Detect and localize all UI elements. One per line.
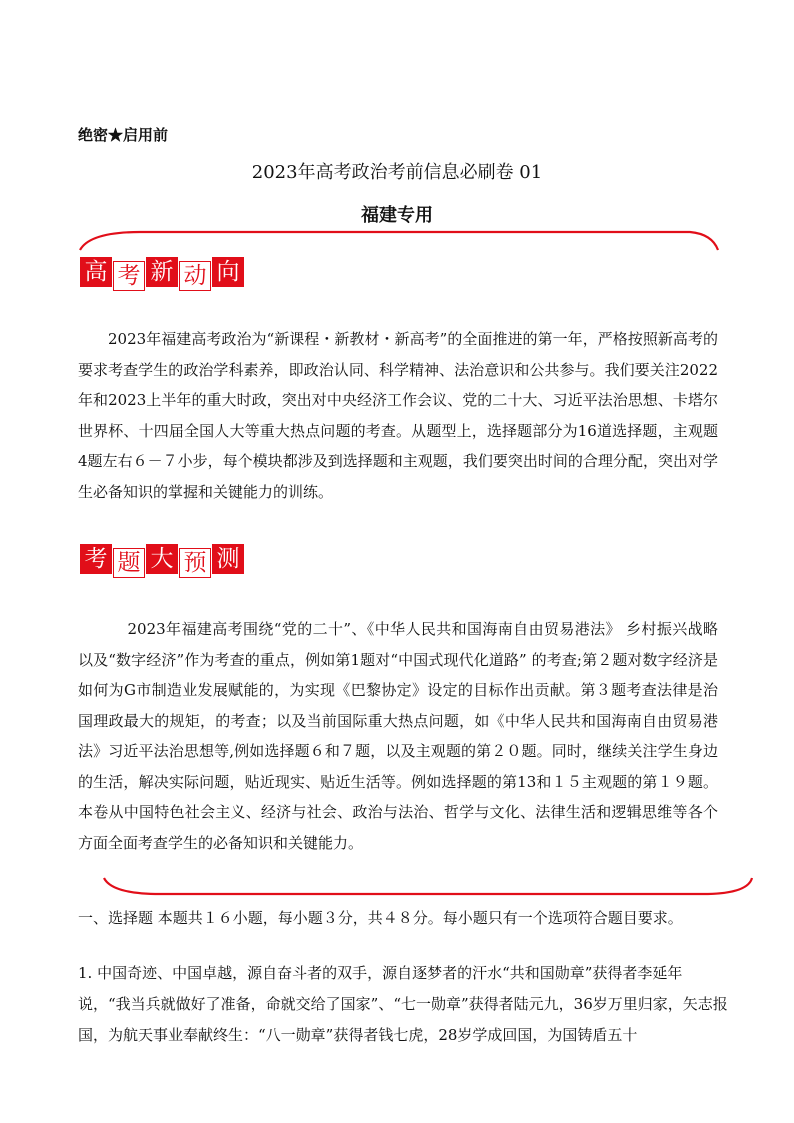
section-heading-choice: 一、选择题 本题共１６小题，每小题３分，共４８分。每小题只有一个选项符合题目要求。 — [78, 909, 683, 927]
trends-paragraph: 2023年福建高考政治为“新课程・新教材・新高考”的全面推进的第一年，严格按照新高考的要求考查学生的政治学科素养，即政治认同、科学精神、法治意识和公共参与。我们要关注2022年和2023上半年的重大时政，突出对中央经济工作会议、党的二十大、习近平法治思想、卡塔尔世界杯、十四届全国人大等重大热点问题的考查。从题型上，选择题部分为16道选择题，主观题4题左右６－７小步，每个模块都涉及到选择题和主观题，我们要突出时间的合理分配，突出对学生必备知识的掌握和关键能力的训练。 — [78, 330, 718, 501]
banner-exam-prediction — [80, 544, 245, 574]
banner-char: 测 — [212, 544, 244, 574]
bottom-arc — [104, 878, 752, 894]
banner-char: 考 — [80, 544, 112, 574]
secret-mark: 绝密★启用前 — [78, 126, 169, 144]
document-subtitle: 福建专用 — [361, 205, 433, 226]
document-title: 2023年高考政治考前信息必刷卷 01 — [251, 162, 543, 183]
banner-char: 新 — [146, 257, 178, 287]
banner-char: 题 — [113, 548, 145, 578]
banner-char: 考 — [113, 261, 145, 291]
banner-char: 动 — [179, 261, 211, 291]
top-arc — [80, 232, 718, 250]
banner-char: 大 — [146, 544, 178, 574]
prediction-paragraph: 2023年福建高考围绕“党的二十”、《中华人民共和国海南自由贸易港法》 乡村振兴战略以及“数字经济”作为考查的重点，例如第1题对“中国式现代化道路” 的考查;第２题对数字经济是如何为G市制造业发展赋能的，为实现《巴黎协定》设定的目标作出贡献。第３题考查法律是治国理政最大的规矩，的考查；以及当前国际重大热点问题，如《中华人民共和国海南自由贸易港法》习近平法治思想等,例如选择题６和７题，以及主观题的第２０题。同时，继续关注学生身边的生活，解决实际问题，贴近现实、贴近生活等。例如选择题的第13和１５主观题的第１９题。本卷从中国特色社会主义、经济与社会、政治与法治、哲学与文化、法律生活和逻辑思维等各个方面全面考查学生的必备知识和关键能力。 — [78, 620, 718, 852]
banner-char: 高 — [80, 257, 112, 287]
banner-char: 预 — [179, 548, 211, 578]
banner-char: 向 — [212, 257, 244, 287]
banner-gaokao-trends — [80, 257, 245, 287]
question-1: 1. 中国奇迹、中国卓越，源自奋斗者的双手，源自逐梦者的汗水“共和国勋章”获得者李延年说，“我当兵就做好了准备，命就交给了国家”、“七一勋章”获得者陆元九，36岁万里归家，矢志报国，为航天事业奉献终生：“八一勋章”获得者钱七虎，28岁学成回国，为国铸盾五十 — [78, 964, 728, 1044]
